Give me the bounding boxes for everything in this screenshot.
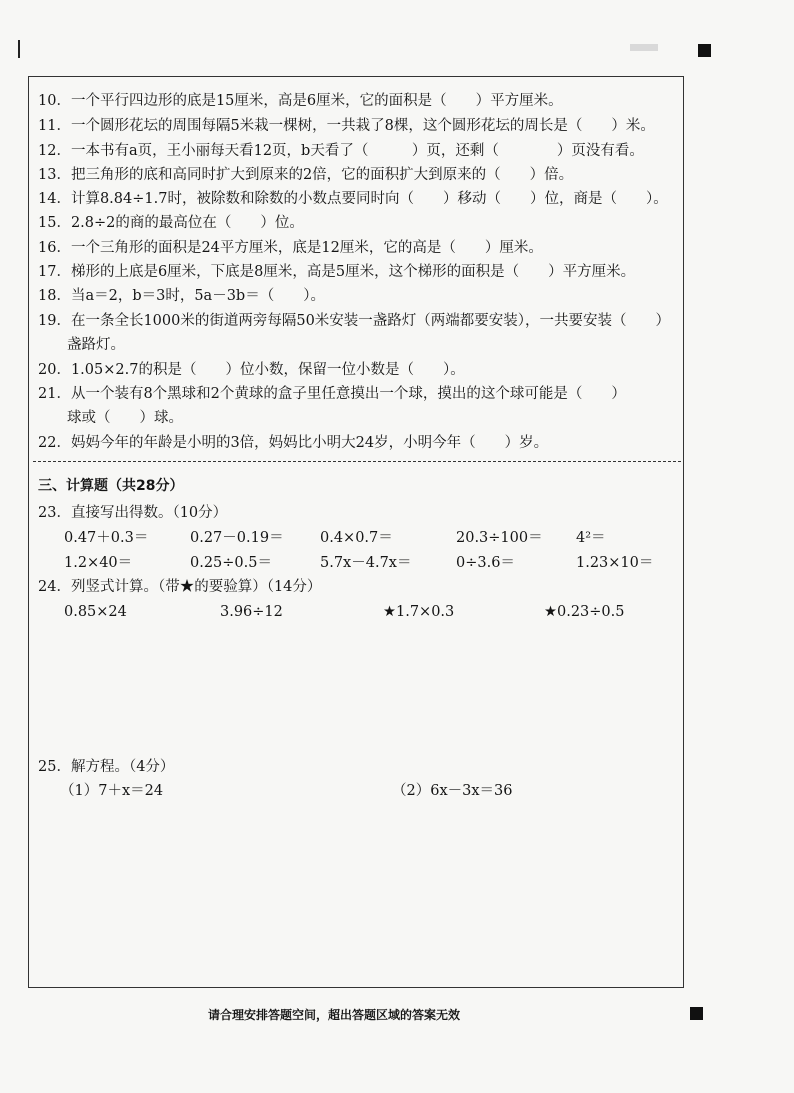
question-10: 10．一个平行四边形的底是15厘米，高是6厘米，它的面积是（ ）平方厘米。 (38, 93, 563, 109)
q24-item: ★1.7×0.3 (383, 604, 455, 620)
q23-item: 1.23×10＝ (576, 555, 654, 571)
q24-item: 3.96÷12 (220, 604, 283, 620)
scan-edge-mark (18, 40, 20, 58)
question-21-cont: 球或（ ）球。 (38, 410, 183, 426)
q23-item: 0.4×0.7＝ (320, 530, 393, 546)
question-20: 20．1.05×2.7的积是（ ）位小数，保留一位小数是（ ）。 (38, 362, 465, 378)
q25-item: （1）7＋x＝24 (60, 783, 164, 799)
question-14: 14．计算8.84÷1.7时，被除数和除数的小数点要同时向（ ）移动（ ）位，商是（ ）。 (38, 191, 668, 207)
q23-item: 0.47＋0.3＝ (64, 530, 149, 546)
question-11: 11．一个圆形花坛的周围每隔5米栽一棵树，一共栽了8棵，这个圆形花坛的周长是（ ）米。 (38, 118, 655, 134)
section-3-title: 三、计算题（共28分） (38, 478, 184, 494)
question-25-title: 25．解方程。（4分） (38, 759, 175, 775)
corner-marker-bottom-right (690, 1007, 703, 1020)
footer-note: 请合理安排答题空间，超出答题区域的答案无效 (208, 1008, 461, 1022)
bleed-through-mark (630, 44, 658, 51)
q25-item: （2）6x－3x＝36 (392, 783, 513, 799)
question-19-cont: 盏路灯。 (38, 337, 125, 353)
q23-item: 4²＝ (576, 530, 606, 546)
question-17: 17．梯形的上底是6厘米，下底是8厘米，高是5厘米，这个梯形的面积是（ ）平方厘米。 (38, 264, 636, 280)
q23-item: 0.27－0.19＝ (190, 530, 284, 546)
dashed-divider (33, 461, 681, 462)
question-15: 15．2.8÷2的商的最高位在（ ）位。 (38, 215, 304, 231)
question-19: 19．在一条全长1000米的街道两旁每隔50米安装一盏路灯（两端都要安装），一共要安装（ ） (38, 313, 671, 329)
question-23-title: 23．直接写出得数。（10分） (38, 505, 228, 521)
question-22: 22．妈妈今年的年龄是小明的3倍，妈妈比小明大24岁，小明今年（ ）岁。 (38, 435, 549, 451)
q23-item: 1.2×40＝ (64, 555, 133, 571)
q23-item: 0.25÷0.5＝ (190, 555, 272, 571)
question-13: 13．把三角形的底和高同时扩大到原来的2倍，它的面积扩大到原来的（ ）倍。 (38, 167, 574, 183)
question-18: 18．当a＝2，b＝3时，5a－3b＝（ ）。 (38, 288, 325, 304)
question-16: 16．一个三角形的面积是24平方厘米，底是12厘米，它的高是（ ）厘米。 (38, 240, 543, 256)
q23-item: 5.7x－4.7x＝ (320, 555, 412, 571)
q24-item: 0.85×24 (64, 604, 127, 620)
q24-item: ★0.23÷0.5 (544, 604, 625, 620)
question-24-title: 24．列竖式计算。（带★的要验算）（14分） (38, 579, 322, 595)
question-12: 12．一本书有a页，王小丽每天看12页，b天看了（ ）页，还剩（ ）页没有看。 (38, 143, 644, 159)
q23-item: 0÷3.6＝ (456, 555, 515, 571)
corner-marker-top-right (698, 44, 711, 57)
question-21: 21．从一个装有8个黑球和2个黄球的盒子里任意摸出一个球，摸出的这个球可能是（ ） (38, 386, 626, 402)
q23-item: 20.3÷100＝ (456, 530, 543, 546)
